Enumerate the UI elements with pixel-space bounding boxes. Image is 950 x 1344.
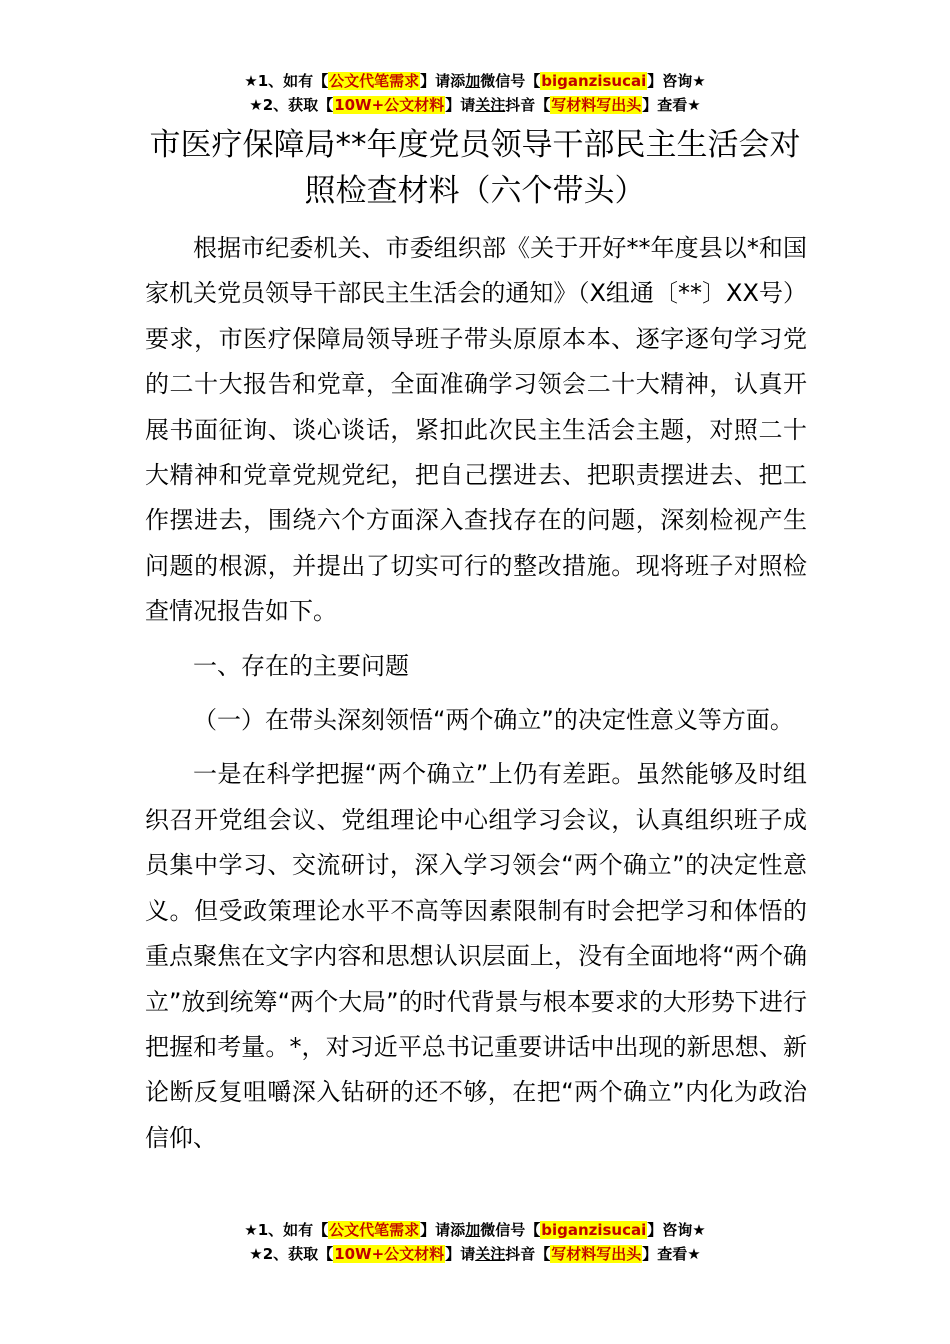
promo-highlight: 公文代笔需求 bbox=[329, 1221, 420, 1239]
promo-wechat-id: biganzisucai bbox=[541, 1221, 647, 1239]
promo-underlined-text: 加 bbox=[465, 1221, 481, 1239]
document-title: 市医疗保障局**年度党员领导干部民主生活会对照检查材料（六个带头） bbox=[149, 127, 801, 209]
promo-text: 抖音【 bbox=[505, 96, 551, 114]
promo-text: 】咨询★ bbox=[647, 72, 706, 90]
promo-line-1 bbox=[0, 1218, 950, 1242]
subsection-heading: （一）在带头深刻领悟“两个确立”的决定性意义等方面。 bbox=[193, 706, 794, 735]
promo-line-2 bbox=[0, 93, 950, 117]
promo-highlight: 10W+公文材料 bbox=[334, 96, 445, 114]
promo-douyin-name: 写材料写出头 bbox=[551, 1245, 642, 1263]
point-paragraph: 一是在科学把握“两个确立”上仍有差距。虽然能够及时组织召开党组会议、党组理论中心组学习会议，认真组织班子成员集中学习、交流研讨，深入学习领会“两个确立”的决定性意义。但受政策理论水平不高等因素限制有时会把学习和体悟的重点聚焦在文字内容和思想认识层面上，没有全面地将“两个确立”放到统筹“两个大局”的时代背景与根本要求的大形势下进行把握和考量。*，对习近平总书记重要讲话中出现的新思想、新论断反复咀嚼深入钻研的还不够，在把“两个确立”内化为政治信仰、 bbox=[145, 760, 807, 1152]
promo-line-1 bbox=[0, 69, 950, 93]
promo-underlined-text: 关注 bbox=[475, 96, 506, 114]
promo-underlined-text: 关注 bbox=[475, 1245, 506, 1263]
promo-highlight: 公文代笔需求 bbox=[329, 72, 420, 90]
footer-promo-banner bbox=[0, 1218, 950, 1266]
promo-text: ★2、获取【 bbox=[249, 96, 334, 114]
promo-text: 】请添 bbox=[420, 1221, 466, 1239]
promo-highlight: 10W+公文材料 bbox=[334, 1245, 445, 1263]
promo-text: ★1、如有【 bbox=[244, 72, 329, 90]
promo-douyin-name: 写材料写出头 bbox=[551, 96, 642, 114]
document-body bbox=[145, 226, 807, 1161]
promo-text: 微信号【 bbox=[480, 1221, 541, 1239]
promo-text: 】查看★ bbox=[642, 96, 701, 114]
promo-text: 】请添 bbox=[420, 72, 466, 90]
promo-text: 】咨询★ bbox=[647, 1221, 706, 1239]
promo-line-2 bbox=[0, 1242, 950, 1266]
promo-text: 微信号【 bbox=[480, 72, 541, 90]
promo-text: 】查看★ bbox=[642, 1245, 701, 1263]
promo-text: ★2、获取【 bbox=[249, 1245, 334, 1263]
promo-text: ★1、如有【 bbox=[244, 1221, 329, 1239]
promo-text: 抖音【 bbox=[505, 1245, 551, 1263]
promo-underlined-text: 加 bbox=[465, 72, 481, 90]
section-heading: 一、存在的主要问题 bbox=[193, 651, 409, 680]
header-promo-banner bbox=[0, 69, 950, 117]
promo-text: 】请 bbox=[445, 1245, 476, 1263]
intro-paragraph: 根据市纪委机关、市委组织部《关于开好**年度县以*和国家机关党员领导干部民主生活会的通知》（X组通〔**〕XX号）要求，市医疗保障局领导班子带头原原本本、逐字逐句学习党的二十大报告和党章，全面准确学习领会二十大精神，认真开展书面征询、谈心谈话，紧扣此次民主生活会主题，对照二十大精神和党章党规党纪，把自己摆进去、把职责摆进去、把工作摆进去，围绕六个方面深入查找存在的问题，深刻检视产生问题的根源，并提出了切实可行的整改措施。现将班子对照检查情况报告如下。 bbox=[145, 234, 807, 626]
promo-wechat-id: biganzisucai bbox=[541, 72, 647, 90]
promo-text: 】请 bbox=[445, 96, 476, 114]
